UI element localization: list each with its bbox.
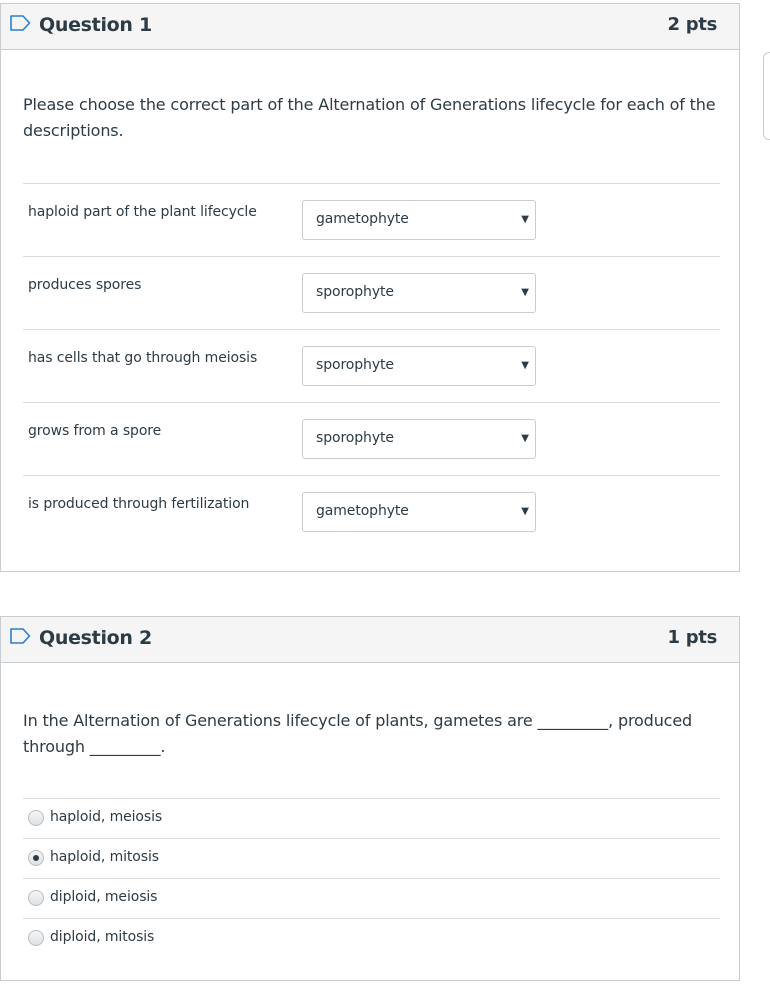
match-row-select[interactable] <box>302 346 536 386</box>
question-2-title: Question 2 <box>39 627 152 649</box>
match-row <box>23 183 720 256</box>
answer-label[interactable]: haploid, mitosis <box>50 849 159 865</box>
caret-down-icon: ▼ <box>521 287 529 298</box>
match-row-select[interactable] <box>302 273 536 313</box>
question-2-points: 1 pts <box>667 627 717 648</box>
match-row <box>23 256 720 329</box>
select-value: gametophyte <box>316 503 409 519</box>
match-row <box>23 402 720 475</box>
caret-down-icon: ▼ <box>521 433 529 444</box>
radio-button[interactable] <box>28 810 44 826</box>
match-row-select[interactable] <box>302 492 536 532</box>
match-row-label: grows from a spore <box>28 423 162 439</box>
match-row-select[interactable] <box>302 419 536 459</box>
select-value: sporophyte <box>316 357 394 373</box>
flag-icon[interactable] <box>10 15 31 31</box>
select-value: gametophyte <box>316 211 409 227</box>
matching-table <box>23 183 720 548</box>
answer-option[interactable] <box>23 878 720 918</box>
answer-label[interactable]: haploid, meiosis <box>50 809 163 825</box>
question-2 <box>0 616 740 981</box>
match-row <box>23 475 720 548</box>
question-1-title: Question 1 <box>39 14 152 36</box>
answer-label[interactable]: diploid, mitosis <box>50 929 155 945</box>
question-1-header <box>1 4 739 50</box>
radio-button[interactable] <box>28 930 44 946</box>
match-row-label: has cells that go through meiosis <box>28 350 258 366</box>
caret-down-icon: ▼ <box>521 360 529 371</box>
match-row-select[interactable] <box>302 200 536 240</box>
question-2-text: In the Alternation of Generations lifecycle of plants, gametes are _________, produced through _________. <box>23 711 693 756</box>
answer-option[interactable] <box>23 918 720 958</box>
flag-icon[interactable] <box>10 628 31 644</box>
match-row-label: haploid part of the plant lifecycle <box>28 204 257 220</box>
question-1 <box>0 3 740 572</box>
radio-button-selected[interactable] <box>28 850 44 866</box>
radio-button[interactable] <box>28 890 44 906</box>
question-2-header <box>1 617 739 663</box>
question-1-points: 2 pts <box>667 14 717 35</box>
answer-label[interactable]: diploid, meiosis <box>50 889 158 905</box>
question-1-text: Please choose the correct part of the Alternation of Generations lifecycle for each of the descriptions. <box>23 95 716 140</box>
answer-option[interactable] <box>23 798 720 838</box>
match-row <box>23 329 720 402</box>
caret-down-icon: ▼ <box>521 214 529 225</box>
answer-option[interactable] <box>23 838 720 878</box>
select-value: sporophyte <box>316 430 394 446</box>
select-value: sporophyte <box>316 284 394 300</box>
match-row-label: produces spores <box>28 277 142 293</box>
side-panel-edge <box>763 52 770 140</box>
caret-down-icon: ▼ <box>521 506 529 517</box>
answer-list <box>23 798 720 958</box>
match-row-label: is produced through fertilization <box>28 496 250 512</box>
